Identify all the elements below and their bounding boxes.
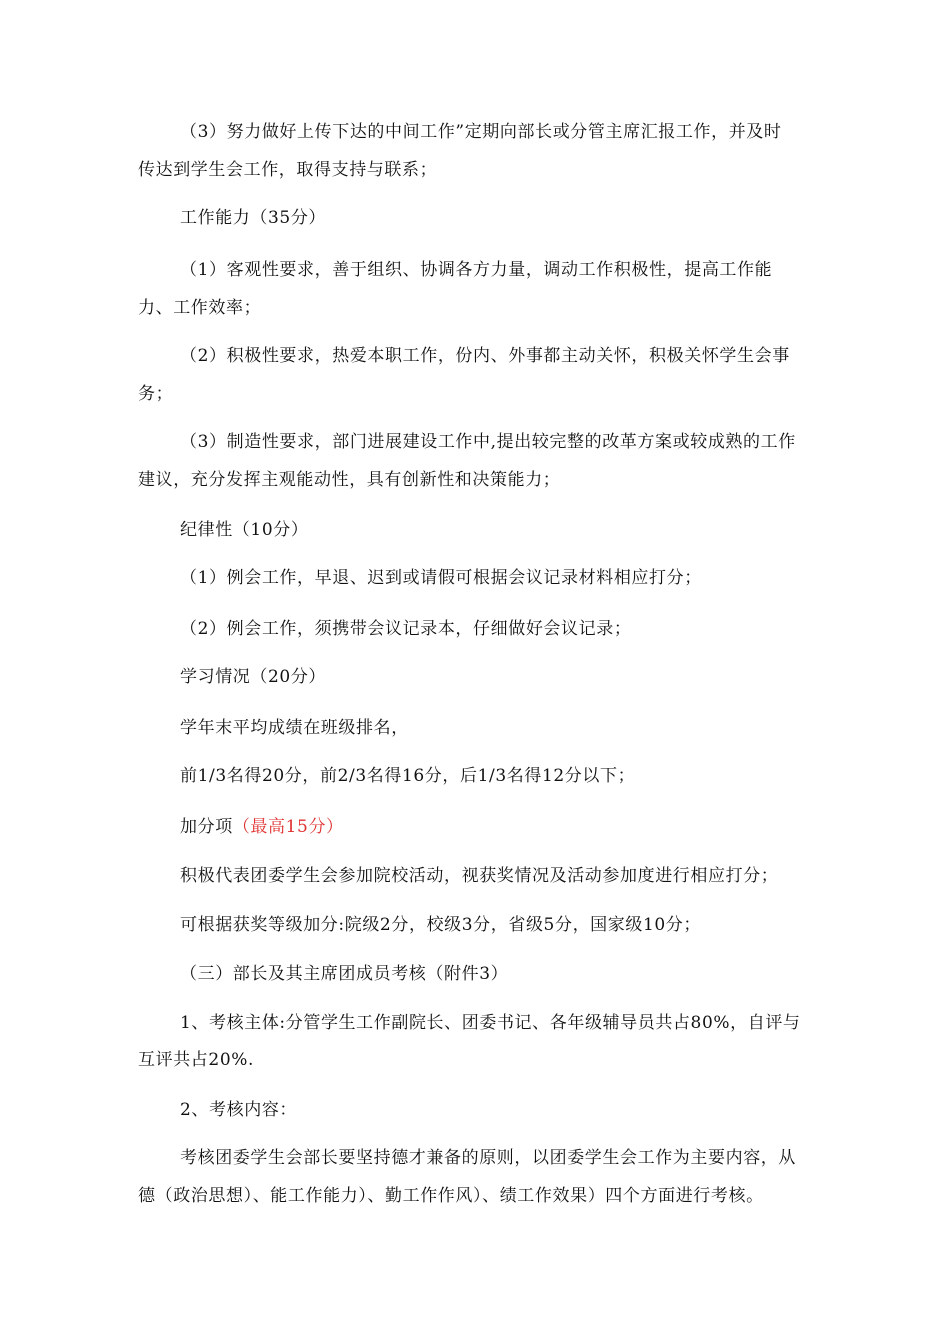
paragraph-line: 务； xyxy=(138,384,174,404)
section-heading: 工作能力（35分） xyxy=(180,208,327,228)
paragraph-line: （1）例会工作，早退、迟到或请假可根据会议记录材料相应打分； xyxy=(180,568,702,588)
section-heading: （三）部长及其主席团成员考核（附件3） xyxy=(180,964,509,984)
paragraph-line: （1）客观性要求，善于组织、协调各方力量，调动工作积极性，提高工作能 xyxy=(180,260,773,280)
paragraph-line: 互评共占20%. xyxy=(138,1050,254,1070)
paragraph-line: （2）积极性要求，热爱本职工作，份内、外事都主动关怀，积极关怀学生会事 xyxy=(180,346,790,366)
bonus-highlight: （最高15分） xyxy=(232,817,344,837)
paragraph-line: 建议，充分发挥主观能动性，具有创新性和决策能力； xyxy=(138,470,561,490)
section-heading: 纪律性（10分） xyxy=(180,520,309,540)
paragraph-line: （3）制造性要求，部门进展建设工作中,提出较完整的改革方案或较成熟的工作 xyxy=(180,432,796,452)
paragraph-line: 力、工作效率； xyxy=(138,298,262,318)
paragraph-line: 学年末平均成绩在班级排名， xyxy=(180,718,409,738)
paragraph-line: （2）例会工作，须携带会议记录本，仔细做好会议记录； xyxy=(180,619,632,639)
section-heading: 学习情况（20分） xyxy=(180,667,327,687)
paragraph-line: （3）努力做好上传下达的中间工作”定期向部长或分管主席汇报工作，并及时 xyxy=(180,122,782,142)
bonus-heading-label: 加分项 xyxy=(180,817,233,837)
bonus-heading xyxy=(180,817,344,837)
paragraph-line: 考核团委学生会部长要坚持德才兼备的原则，以团委学生会工作为主要内容，从 xyxy=(180,1148,796,1168)
paragraph-line: 德（政治思想）、能工作能力）、勤工作作风）、绩工作效果）四个方面进行考核。 xyxy=(138,1186,764,1206)
paragraph-line: 1、考核主体:分管学生工作副院长、团委书记、各年级辅导员共占80%，自评与 xyxy=(180,1013,801,1033)
paragraph-line: 传达到学生会工作，取得支持与联系； xyxy=(138,160,438,180)
paragraph-line: 可根据获奖等级加分:院级2分，校级3分，省级5分，国家级10分； xyxy=(180,915,702,935)
paragraph-line: 前1/3名得20分，前2/3名得16分，后1/3名得12分以下； xyxy=(180,766,636,786)
section-heading: 2、考核内容： xyxy=(180,1100,298,1120)
paragraph-line: 积极代表团委学生会参加院校活动，视获奖情况及活动参加度进行相应打分； xyxy=(180,866,779,886)
